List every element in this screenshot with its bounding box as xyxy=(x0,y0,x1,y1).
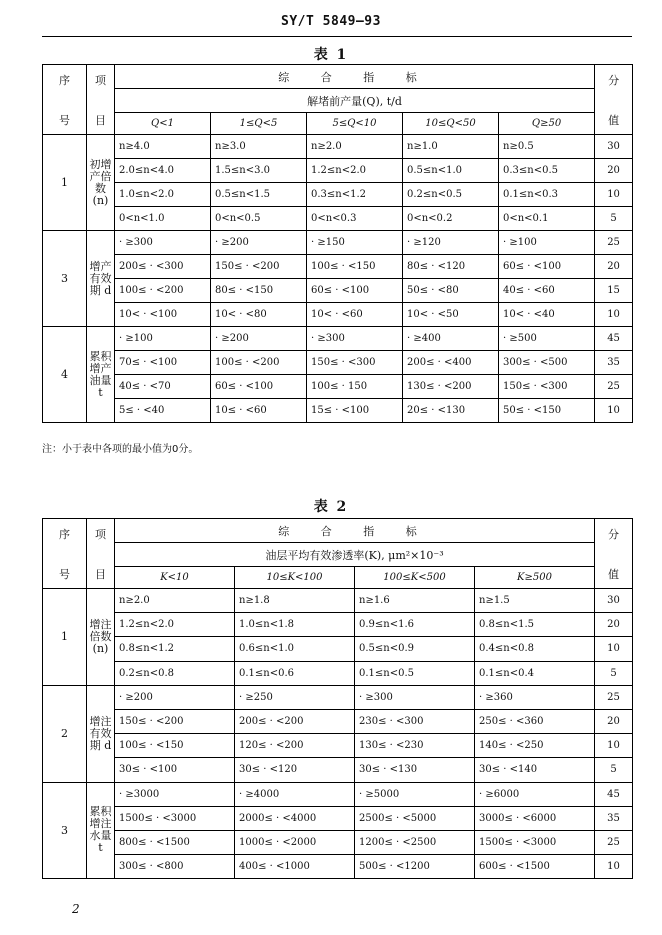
criteria-cell: 10< · <80 xyxy=(211,303,307,327)
table-row xyxy=(43,855,633,879)
score-cell: 45 xyxy=(595,782,633,806)
score-cell: 10 xyxy=(595,734,633,758)
criteria-cell: 0.4≤n<0.8 xyxy=(475,637,595,661)
criteria-cell: 300≤ · <500 xyxy=(499,351,595,375)
score-cell: 35 xyxy=(595,351,633,375)
score-cell: 25 xyxy=(595,685,633,709)
criteria-cell: n≥2.0 xyxy=(307,135,403,159)
criteria-cell: 0.8≤n<1.2 xyxy=(115,637,235,661)
criteria-cell: 15≤ · <100 xyxy=(307,399,403,423)
table-row xyxy=(43,685,633,709)
criteria-cell: 20≤ · <130 xyxy=(403,399,499,423)
criteria-cell: n≥1.0 xyxy=(403,135,499,159)
criteria-cell: 100≤ · <150 xyxy=(307,255,403,279)
item-header xyxy=(87,519,115,589)
column-header: 10≤K<100 xyxy=(235,567,355,589)
seq-header xyxy=(43,65,87,135)
score-cell: 20 xyxy=(595,709,633,733)
criteria-cell: · ≥300 xyxy=(307,327,403,351)
criteria-cell: 30≤ · <120 xyxy=(235,758,355,782)
score-cell: 10 xyxy=(595,637,633,661)
group-label: 增产有效期 d xyxy=(87,231,115,327)
table-row xyxy=(43,183,633,207)
criteria-cell: · ≥150 xyxy=(307,231,403,255)
criteria-cell: · ≥200 xyxy=(115,685,235,709)
criteria-cell: 150≤ · <200 xyxy=(211,255,307,279)
header-row xyxy=(43,65,633,89)
column-header: 100≤K<500 xyxy=(355,567,475,589)
group-seq: 2 xyxy=(43,685,87,782)
score-cell: 10 xyxy=(595,399,633,423)
criteria-cell: 600≤ · <1500 xyxy=(475,855,595,879)
criteria-cell: 0<n<1.0 xyxy=(115,207,211,231)
criteria-cell: 10< · <60 xyxy=(307,303,403,327)
score-header xyxy=(595,519,633,589)
score-cell: 25 xyxy=(595,375,633,399)
criteria-cell: · ≥5000 xyxy=(355,782,475,806)
criteria-cell: n≥0.5 xyxy=(499,135,595,159)
criteria-cell: 80≤ · <120 xyxy=(403,255,499,279)
criteria-cell: 1.0≤n<1.8 xyxy=(235,613,355,637)
group-label: 初增产倍数 (n) xyxy=(87,135,115,231)
score-cell: 20 xyxy=(595,159,633,183)
criteria-cell: 0.8≤n<1.5 xyxy=(475,613,595,637)
criteria-cell: · ≥200 xyxy=(211,327,307,351)
criteria-cell: 0.2≤n<0.8 xyxy=(115,661,235,685)
criteria-cell: · ≥100 xyxy=(115,327,211,351)
group-seq: 3 xyxy=(43,231,87,327)
criteria-cell: 120≤ · <200 xyxy=(235,734,355,758)
criteria-cell: n≥4.0 xyxy=(115,135,211,159)
item-header xyxy=(87,65,115,135)
table1-note: 注：小于表中各项的最小值为0分。 xyxy=(42,444,199,455)
criteria-cell: 130≤ · <230 xyxy=(355,734,475,758)
criteria-cell: 1.2≤n<2.0 xyxy=(115,613,235,637)
group-label: 累积增产油量 t xyxy=(87,327,115,423)
score-cell: 10 xyxy=(595,855,633,879)
column-header: Q≥50 xyxy=(499,113,595,135)
criteria-cell: 150≤ · <200 xyxy=(115,709,235,733)
criteria-cell: 0.3≤n<0.5 xyxy=(499,159,595,183)
score-cell: 15 xyxy=(595,279,633,303)
criteria-cell: 0.5≤n<1.0 xyxy=(403,159,499,183)
criteria-cell: 400≤ · <1000 xyxy=(235,855,355,879)
column-header: 1≤Q<5 xyxy=(211,113,307,135)
column-header: K<10 xyxy=(115,567,235,589)
criteria-cell: · ≥3000 xyxy=(115,782,235,806)
criteria-cell: 80≤ · <150 xyxy=(211,279,307,303)
criteria-cell: 100≤ · 150 xyxy=(307,375,403,399)
condition-header: 解堵前产量(Q), t/d xyxy=(115,89,595,113)
column-header-row xyxy=(43,113,633,135)
group-label: 累积增注水量 t xyxy=(87,782,115,879)
criteria-cell: · ≥100 xyxy=(499,231,595,255)
column-header-row xyxy=(43,567,633,589)
group-seq: 3 xyxy=(43,782,87,879)
criteria-cell: 0<n<0.3 xyxy=(307,207,403,231)
criteria-cell: 0<n<0.1 xyxy=(499,207,595,231)
criteria-cell: 500≤ · <1200 xyxy=(355,855,475,879)
standard-code: SY/T 5849—93 xyxy=(281,14,381,29)
criteria-cell: 0.9≤n<1.6 xyxy=(355,613,475,637)
criteria-cell: 0.2≤n<0.5 xyxy=(403,183,499,207)
item-header-top: 项 xyxy=(95,527,106,541)
score-cell: 10 xyxy=(595,183,633,207)
score-cell: 45 xyxy=(595,327,633,351)
criteria-cell: 2500≤ · <5000 xyxy=(355,806,475,830)
score-header-bottom: 值 xyxy=(608,113,620,127)
criteria-cell: 0.3≤n<1.2 xyxy=(307,183,403,207)
criteria-cell: 0.5≤n<1.5 xyxy=(211,183,307,207)
main-index-header: 综 合 指 标 xyxy=(115,519,595,543)
score-cell: 5 xyxy=(595,661,633,685)
criteria-cell: 150≤ · <300 xyxy=(499,375,595,399)
seq-header-top: 序 xyxy=(59,73,70,87)
criteria-cell: · ≥4000 xyxy=(235,782,355,806)
criteria-cell: 2.0≤n<4.0 xyxy=(115,159,211,183)
score-cell: 30 xyxy=(595,135,633,159)
criteria-cell: n≥3.0 xyxy=(211,135,307,159)
criteria-cell: n≥1.6 xyxy=(355,589,475,613)
criteria-cell: 230≤ · <300 xyxy=(355,709,475,733)
criteria-cell: 1500≤ · <3000 xyxy=(115,806,235,830)
criteria-cell: 50≤ · <80 xyxy=(403,279,499,303)
criteria-cell: 0<n<0.5 xyxy=(211,207,307,231)
table-row xyxy=(43,399,633,423)
table-row xyxy=(43,589,633,613)
criteria-cell: · ≥6000 xyxy=(475,782,595,806)
criteria-cell: 1.5≤n<3.0 xyxy=(211,159,307,183)
table-row xyxy=(43,327,633,351)
table-row xyxy=(43,661,633,685)
criteria-cell: 200≤ · <400 xyxy=(403,351,499,375)
table-row xyxy=(43,135,633,159)
seq-header-bottom: 号 xyxy=(59,567,70,581)
score-cell: 5 xyxy=(595,758,633,782)
column-header: K≥500 xyxy=(475,567,595,589)
score-header-bottom: 值 xyxy=(608,567,619,581)
criteria-cell: 200≤ · <200 xyxy=(235,709,355,733)
table2 xyxy=(42,518,633,879)
score-cell: 30 xyxy=(595,589,633,613)
criteria-cell: 300≤ · <800 xyxy=(115,855,235,879)
table-row xyxy=(43,709,633,733)
score-header-top: 分 xyxy=(608,527,619,541)
header-row xyxy=(43,519,633,543)
score-cell: 25 xyxy=(595,231,633,255)
criteria-cell: 3000≤ · <6000 xyxy=(475,806,595,830)
item-header-bottom: 目 xyxy=(95,113,106,127)
page-number: 2 xyxy=(72,902,80,916)
item-header-top: 项 xyxy=(95,73,106,87)
score-cell: 20 xyxy=(595,613,633,637)
criteria-cell: n≥1.8 xyxy=(235,589,355,613)
table-row xyxy=(43,231,633,255)
criteria-cell: 0.1≤n<0.6 xyxy=(235,661,355,685)
criteria-cell: 800≤ · <1500 xyxy=(115,830,235,854)
seq-header-top: 序 xyxy=(59,527,70,541)
group-seq: 4 xyxy=(43,327,87,423)
criteria-cell: 100≤ · <150 xyxy=(115,734,235,758)
criteria-cell: · ≥400 xyxy=(403,327,499,351)
table-row xyxy=(43,255,633,279)
criteria-cell: · ≥200 xyxy=(211,231,307,255)
criteria-cell: · ≥500 xyxy=(499,327,595,351)
criteria-cell: 200≤ · <300 xyxy=(115,255,211,279)
criteria-cell: 10< · <100 xyxy=(115,303,211,327)
table-row xyxy=(43,613,633,637)
table-row xyxy=(43,758,633,782)
criteria-cell: 30≤ · <140 xyxy=(475,758,595,782)
criteria-cell: 70≤ · <100 xyxy=(115,351,211,375)
table-row xyxy=(43,734,633,758)
criteria-cell: 150≤ · <300 xyxy=(307,351,403,375)
criteria-cell: 250≤ · <360 xyxy=(475,709,595,733)
table-row xyxy=(43,303,633,327)
criteria-cell: 50≤ · <150 xyxy=(499,399,595,423)
group-label: 增注倍数 (n) xyxy=(87,589,115,686)
main-index-header: 综 合 指 标 xyxy=(115,65,595,89)
criteria-cell: 130≤ · <200 xyxy=(403,375,499,399)
criteria-cell: 0<n<0.2 xyxy=(403,207,499,231)
table-row xyxy=(43,351,633,375)
condition-header: 油层平均有效渗透率(K), μm²×10⁻³ xyxy=(115,543,595,567)
criteria-cell: · ≥250 xyxy=(235,685,355,709)
table1 xyxy=(42,64,633,423)
criteria-cell: 40≤ · <60 xyxy=(499,279,595,303)
table-row xyxy=(43,637,633,661)
criteria-cell: 30≤ · <100 xyxy=(115,758,235,782)
criteria-cell: 10< · <40 xyxy=(499,303,595,327)
group-seq: 1 xyxy=(43,589,87,686)
table-row xyxy=(43,375,633,399)
criteria-cell: 0.6≤n<1.0 xyxy=(235,637,355,661)
table-row xyxy=(43,830,633,854)
seq-header xyxy=(43,519,87,589)
criteria-cell: · ≥360 xyxy=(475,685,595,709)
criteria-cell: · ≥300 xyxy=(115,231,211,255)
score-cell: 5 xyxy=(595,207,633,231)
seq-header-bottom: 号 xyxy=(59,113,70,127)
subheader-row xyxy=(43,89,633,113)
criteria-cell: 100≤ · <200 xyxy=(211,351,307,375)
table2-caption: 表 2 xyxy=(313,499,349,515)
criteria-cell: 1.0≤n<2.0 xyxy=(115,183,211,207)
criteria-cell: 140≤ · <250 xyxy=(475,734,595,758)
criteria-cell: n≥2.0 xyxy=(115,589,235,613)
table-row xyxy=(43,782,633,806)
group-label: 增注有效期 d xyxy=(87,685,115,782)
score-cell: 35 xyxy=(595,806,633,830)
table-row xyxy=(43,279,633,303)
column-header: Q<1 xyxy=(115,113,211,135)
criteria-cell: n≥1.5 xyxy=(475,589,595,613)
table-row xyxy=(43,159,633,183)
criteria-cell: 40≤ · <70 xyxy=(115,375,211,399)
criteria-cell: 0.1≤n<0.5 xyxy=(355,661,475,685)
table-row xyxy=(43,207,633,231)
score-cell: 20 xyxy=(595,255,633,279)
column-header: 10≤Q<50 xyxy=(403,113,499,135)
criteria-cell: 60≤ · <100 xyxy=(211,375,307,399)
criteria-cell: 60≤ · <100 xyxy=(307,279,403,303)
criteria-cell: · ≥300 xyxy=(355,685,475,709)
criteria-cell: 10< · <50 xyxy=(403,303,499,327)
item-header-bottom: 目 xyxy=(95,567,106,581)
column-header: 5≤Q<10 xyxy=(307,113,403,135)
criteria-cell: 0.5≤n<0.9 xyxy=(355,637,475,661)
subheader-row xyxy=(43,543,633,567)
criteria-cell: · ≥120 xyxy=(403,231,499,255)
criteria-cell: 0.1≤n<0.4 xyxy=(475,661,595,685)
header-rule xyxy=(42,36,632,37)
criteria-cell: 1.2≤n<2.0 xyxy=(307,159,403,183)
criteria-cell: 1000≤ · <2000 xyxy=(235,830,355,854)
criteria-cell: 100≤ · <200 xyxy=(115,279,211,303)
criteria-cell: 10≤ · <60 xyxy=(211,399,307,423)
criteria-cell: 60≤ · <100 xyxy=(499,255,595,279)
criteria-cell: 2000≤ · <4000 xyxy=(235,806,355,830)
score-header-top: 分 xyxy=(608,73,620,87)
score-header xyxy=(595,65,633,135)
criteria-cell: 0.1≤n<0.3 xyxy=(499,183,595,207)
table-row xyxy=(43,806,633,830)
group-seq: 1 xyxy=(43,135,87,231)
score-cell: 25 xyxy=(595,830,633,854)
table1-caption: 表 1 xyxy=(313,47,349,63)
criteria-cell: 30≤ · <130 xyxy=(355,758,475,782)
criteria-cell: 1200≤ · <2500 xyxy=(355,830,475,854)
criteria-cell: 1500≤ · <3000 xyxy=(475,830,595,854)
criteria-cell: 5≤ · <40 xyxy=(115,399,211,423)
score-cell: 10 xyxy=(595,303,633,327)
